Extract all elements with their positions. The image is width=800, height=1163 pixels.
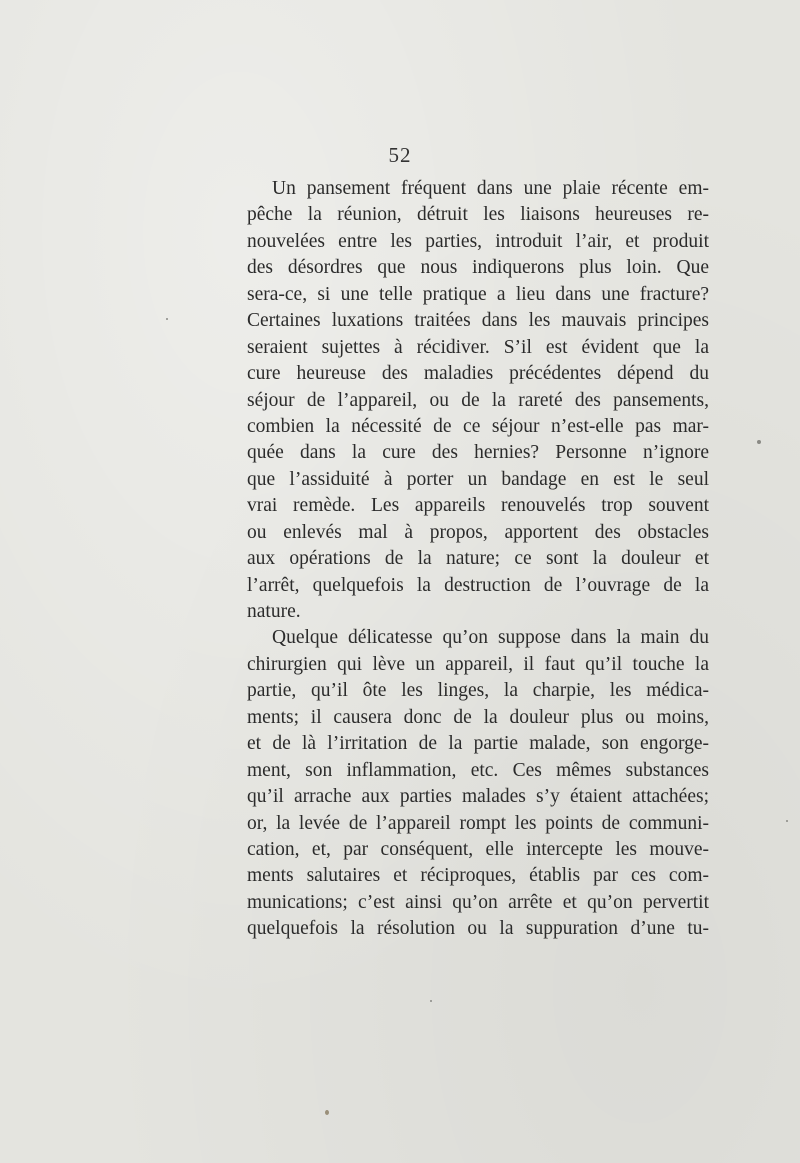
text-line: Certaines luxations traitées dans les mauvais principes bbox=[247, 310, 709, 332]
text-line: or, la levée de l’appareil rompt les points de communi- bbox=[247, 812, 709, 834]
paper-speck bbox=[786, 820, 788, 822]
text-line: pêche la réunion, détruit les liaisons heureuses re- bbox=[247, 204, 709, 226]
text-line: partie, qu’il ôte les linges, la charpie, les médica- bbox=[247, 680, 709, 702]
text-line: aux opérations de la nature; ce sont la douleur et bbox=[247, 548, 709, 570]
text-line: ments salutaires et réciproques, établis par ces com- bbox=[247, 865, 709, 887]
text-line: nouvelées entre les parties, introduit l’air, et produit bbox=[247, 230, 709, 252]
paragraph bbox=[247, 625, 709, 942]
text-line: quelquefois la résolution ou la suppuration d’une tu- bbox=[247, 918, 709, 940]
text-line: sera-ce, si une telle pratique a lieu dans une fracture? bbox=[247, 283, 709, 305]
text-line: ments; il causera donc de la douleur plus ou moins, bbox=[247, 706, 709, 728]
text-line: que l’assiduité à porter un bandage en est le seul bbox=[247, 468, 709, 490]
text-line: Quelque délicatesse qu’on suppose dans la main du bbox=[272, 627, 709, 649]
text-line: ment, son inflammation, etc. Ces mêmes substances bbox=[247, 759, 709, 781]
text-line: chirurgien qui lève un appareil, il faut qu’il touche la bbox=[247, 653, 709, 675]
text-line: et de là l’irritation de la partie malade, son engorge- bbox=[247, 733, 709, 755]
text-line: vrai remède. Les appareils renouvelés trop souvent bbox=[247, 495, 709, 517]
paragraph bbox=[247, 176, 709, 625]
text-line: cation, et, par conséquent, elle intercepte les mouve- bbox=[247, 838, 709, 860]
paper-speck bbox=[757, 440, 761, 444]
text-line: l’arrêt, quelquefois la destruction de l’ouvrage de la bbox=[247, 574, 709, 596]
page-number: 52 bbox=[388, 143, 412, 167]
text-line: cure heureuse des maladies précédentes dépend du bbox=[247, 363, 709, 385]
paper-speck bbox=[325, 1110, 329, 1115]
text-line: des désordres que nous indiquerons plus loin. Que bbox=[247, 257, 709, 279]
paper-speck bbox=[166, 318, 168, 320]
text-line: nature. bbox=[247, 601, 301, 622]
text-line: munications; c’est ainsi qu’on arrête et qu’on pervertit bbox=[247, 891, 709, 913]
text-body bbox=[247, 176, 709, 943]
text-line: séjour de l’appareil, ou de la rareté des pansements, bbox=[247, 389, 709, 411]
text-line: ou enlevés mal à propos, apportent des obstacles bbox=[247, 521, 709, 543]
text-line: quée dans la cure des hernies? Personne n’ignore bbox=[247, 442, 709, 464]
text-line: seraient sujettes à récidiver. S’il est évident que la bbox=[247, 336, 709, 358]
paper-speck bbox=[430, 1000, 432, 1002]
text-line: combien la nécessité de ce séjour n’est-elle pas mar- bbox=[247, 415, 709, 437]
text-line: qu’il arrache aux parties malades s’y étaient attachées; bbox=[247, 786, 709, 808]
text-line: Un pansement fréquent dans une plaie récente em- bbox=[272, 178, 709, 199]
